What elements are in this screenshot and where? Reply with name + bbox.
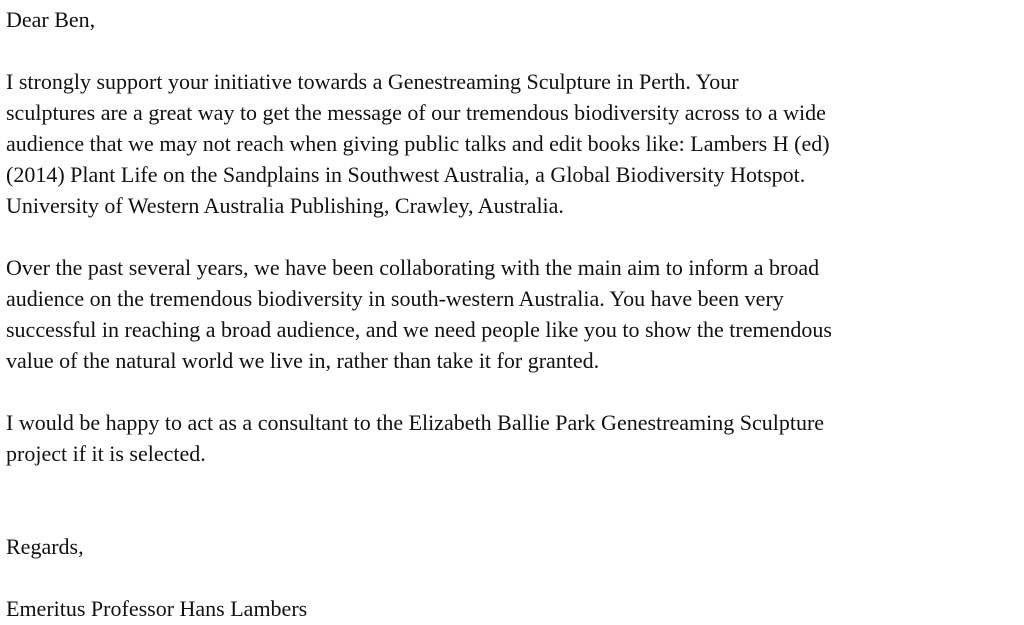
paragraph-collaboration <box>6 252 1024 376</box>
paragraph-line: University of Western Australia Publishing, Crawley, Australia. <box>6 193 564 218</box>
paragraph-line: audience that we may not reach when giving public talks and edit books like: Lambers H (ed) <box>6 131 830 156</box>
paragraph-spacer <box>6 376 1024 407</box>
paragraph-line: successful in reaching a broad audience, and we need people like you to show the tremendous <box>6 317 832 342</box>
paragraph-spacer <box>6 469 1024 531</box>
paragraph-line: value of the natural world we live in, rather than take it for granted. <box>6 348 600 373</box>
paragraph-line: Over the past several years, we have been collaborating with the main aim to inform a broad <box>6 255 820 280</box>
paragraph-line: project if it is selected. <box>6 441 206 466</box>
paragraph-consultant <box>6 407 1024 469</box>
paragraph-line: audience on the tremendous biodiversity in south-western Australia. You have been very <box>6 286 784 311</box>
paragraph-line: sculptures are a great way to get the message of our tremendous biodiversity across to a wide <box>6 100 826 125</box>
paragraph-line: (2014) Plant Life on the Sandplains in Southwest Australia, a Global Biodiversity Hotspot. <box>6 162 806 187</box>
paragraph-spacer <box>6 562 1024 593</box>
paragraph-line: I strongly support your initiative towards a Genestreaming Sculpture in Perth. Your <box>6 69 739 94</box>
paragraph-spacer <box>6 221 1024 252</box>
paragraph-line: I would be happy to act as a consultant to the Elizabeth Ballie Park Genestreaming Sculpture <box>6 410 825 435</box>
closing: Regards, <box>6 534 84 559</box>
signature-name: Emeritus Professor Hans Lambers <box>6 596 308 621</box>
salutation: Dear Ben, <box>6 7 96 32</box>
paragraph-support <box>6 66 1024 221</box>
paragraph-spacer <box>6 35 1024 66</box>
